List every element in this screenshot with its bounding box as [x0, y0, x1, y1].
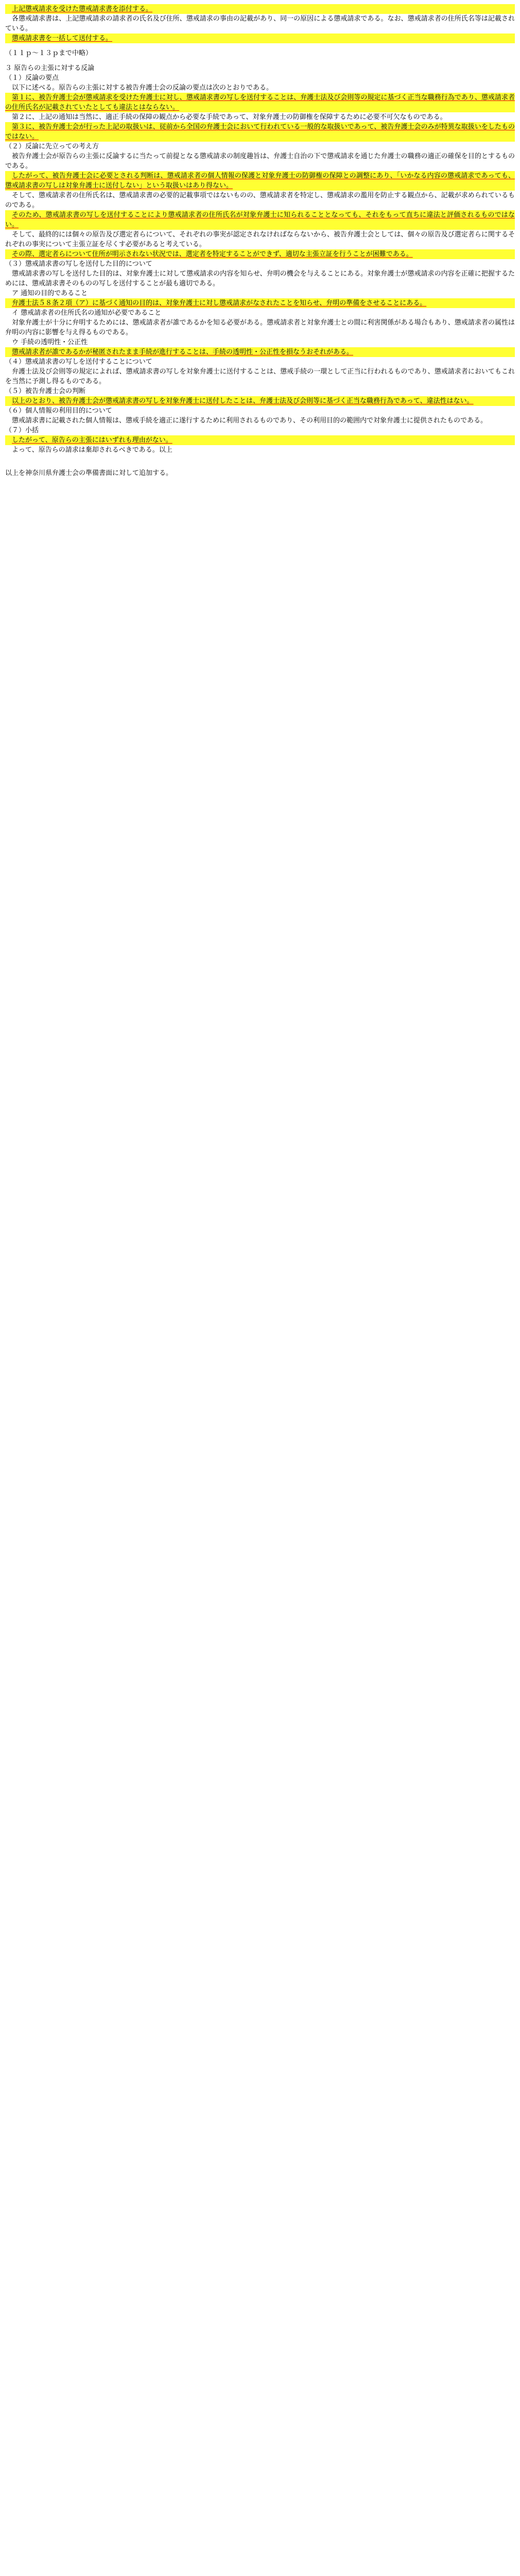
body-paragraph: 第３に、被告弁護士会が行った上記の取扱いは、従前から全国の弁護士会において行われている一般的な取扱いであって、被告弁護士会のみが特異な取扱いをしたものではない。: [5, 123, 515, 141]
opening-paragraph-2: 各懲戒請求書は、上記懲戒請求の請求者の氏名及び住所、懲戒請求の事由の記載があり、同一の原因による懲戒請求である。なお、懲戒請求者の住所氏名等は記載されている。: [5, 15, 515, 32]
subsection-title: （３）懲戒請求書の写しを送付した目的について: [5, 260, 152, 268]
subsection-1-title: （１）反論の要点: [5, 74, 59, 82]
body-paragraph: 被告弁護士会が原告らの主張に反論するに当たって前提となる懲戒請求の制度趣旨は、弁護士自治の下で懲戒請求を通じた弁護士の職務の適正の確保を目的とするものである。: [5, 152, 515, 170]
body-paragraph: 弁護士法５８条２項（ア）に基づく通知の目的は、対象弁護士に対し懲戒請求がなされたことを知らせ、弁明の準備をさせることにある。: [5, 298, 515, 308]
body-paragraph: 懲戒請求書に記載された個人情報は、懲戒手続を適正に遂行するために利用されるものであり、その利用目的の範囲内で対象弁護士に提供されたものである。: [12, 417, 488, 425]
body-paragraph: そのため、懲戒請求書の写しを送付することにより懲戒請求者の住所氏名が対象弁護士に知られることとなっても、それをもって直ちに違法と評価されるものではない。: [5, 211, 515, 229]
opening-section: [5, 4, 515, 43]
body-paragraph: 以上のとおり、被告弁護士会が懲戒請求書の写しを対象弁護士に送付したことは、弁護士法及び会則等に基づく正当な職務行為であって、違法性はない。: [5, 396, 515, 406]
body-paragraph: そして、懲戒請求者の住所氏名は、懲戒請求書の必要的記載事項ではないものの、懲戒請求者を特定し、懲戒請求の濫用を防止する観点から、記載が求められているものである。: [5, 192, 515, 209]
opening-paragraph-1: 上記懲戒請求を受けた懲戒請求書を添付する。: [5, 4, 515, 14]
body-paragraph: そして、最終的には個々の原告及び選定者らについて、それぞれの事実が認定されなければならないから、被告弁護士会としては、個々の原告及び選定者らに関するそれぞれの事実について主張立証を尽くす必要があると考えている。: [5, 231, 515, 248]
body-section: [5, 93, 515, 445]
item-title: ウ 手続の透明性・公正性: [12, 338, 88, 346]
subsection-1-body: 以下に述べる。原告らの主張に対する被告弁護士会の反論の要点は次のとおりである。: [12, 84, 273, 92]
closing-note: 以上を神奈川県弁護士会の準備書面に対して追加する。: [5, 469, 173, 477]
body-paragraph: 第２に、上記の通知は当然に、適正手続の保障の観点から必要な手続であって、対象弁護士の防御権を保障するために必要不可欠なものである。: [12, 113, 447, 121]
subsection-title: （５）被告弁護士会の判断: [5, 387, 86, 395]
closing-statement: よって、原告らの請求は棄却されるべきである。以上: [12, 446, 172, 454]
opening-paragraph-3: 懲戒請求書を一括して送付する。: [5, 33, 515, 43]
body-paragraph: 懲戒請求書の写しを送付した目的は、対象弁護士に対して懲戒請求の内容を知らせ、弁明の機会を与えることにある。対象弁護士が懲戒請求の内容を正確に把握するためには、懲戒請求書そのものの写しを送付することが最も適切である。: [5, 270, 515, 287]
body-paragraph: 弁護士法及び会則等の規定によれば、懲戒請求書の写しを対象弁護士に送付することは、懲戒手続の一環として正当に行われるものであり、懲戒請求者においてもこれを当然に予測し得るものである。: [5, 368, 515, 385]
body-paragraph: 第１に、被告弁護士会が懲戒請求を受けた弁護士に対し、懲戒請求書の写しを送付することは、弁護士法及び会則等の規定に基づく正当な職務行為であり、懲戒請求者の住所氏名が記載されていたとしても違法とはならない。: [5, 94, 515, 111]
page-marker: （１１ｐ～１３ｐまで中略）: [5, 49, 93, 57]
item-title: イ 懲戒請求者の住所氏名の通知が必要であること: [12, 309, 162, 317]
body-paragraph: その際、選定者らについて住所が明示されない状況では、選定者を特定することができず、適切な主張立証を行うことが困難である。: [5, 249, 515, 259]
section-3-title: ３ 原告らの主張に対する反論: [5, 64, 95, 72]
body-paragraph: したがって、原告らの主張にはいずれも理由がない。: [5, 435, 515, 445]
body-paragraph: 懲戒請求者が誰であるかが秘匿されたまま手続が進行することは、手続の透明性・公正性を損なうおそれがある。: [5, 347, 515, 357]
body-paragraph: したがって、被告弁護士会に必要とされる判断は、懲戒請求者の個人情報の保護と対象弁護士の防御権の保障との調整にあり、「いかなる内容の懲戒請求であっても、懲戒請求書の写しは対象弁護士に送付しない」という取扱いはあり得ない。: [5, 172, 515, 190]
subsection-title: （４）懲戒請求書の写しを送付することについて: [5, 358, 152, 366]
subsection-title: （２）反論に先立っての考え方: [5, 143, 99, 150]
body-paragraph: 対象弁護士が十分に弁明するためには、懲戒請求者が誰であるかを知る必要がある。懲戒請求者と対象弁護士との間に利害関係がある場合もあり、懲戒請求者の属性は弁明の内容に影響を与え得るものである。: [5, 319, 515, 336]
subsection-title: （６）個人情報の利用目的について: [5, 407, 112, 415]
item-title: ア 通知の目的であること: [12, 290, 88, 297]
subsection-title: （７）小括: [5, 427, 39, 434]
